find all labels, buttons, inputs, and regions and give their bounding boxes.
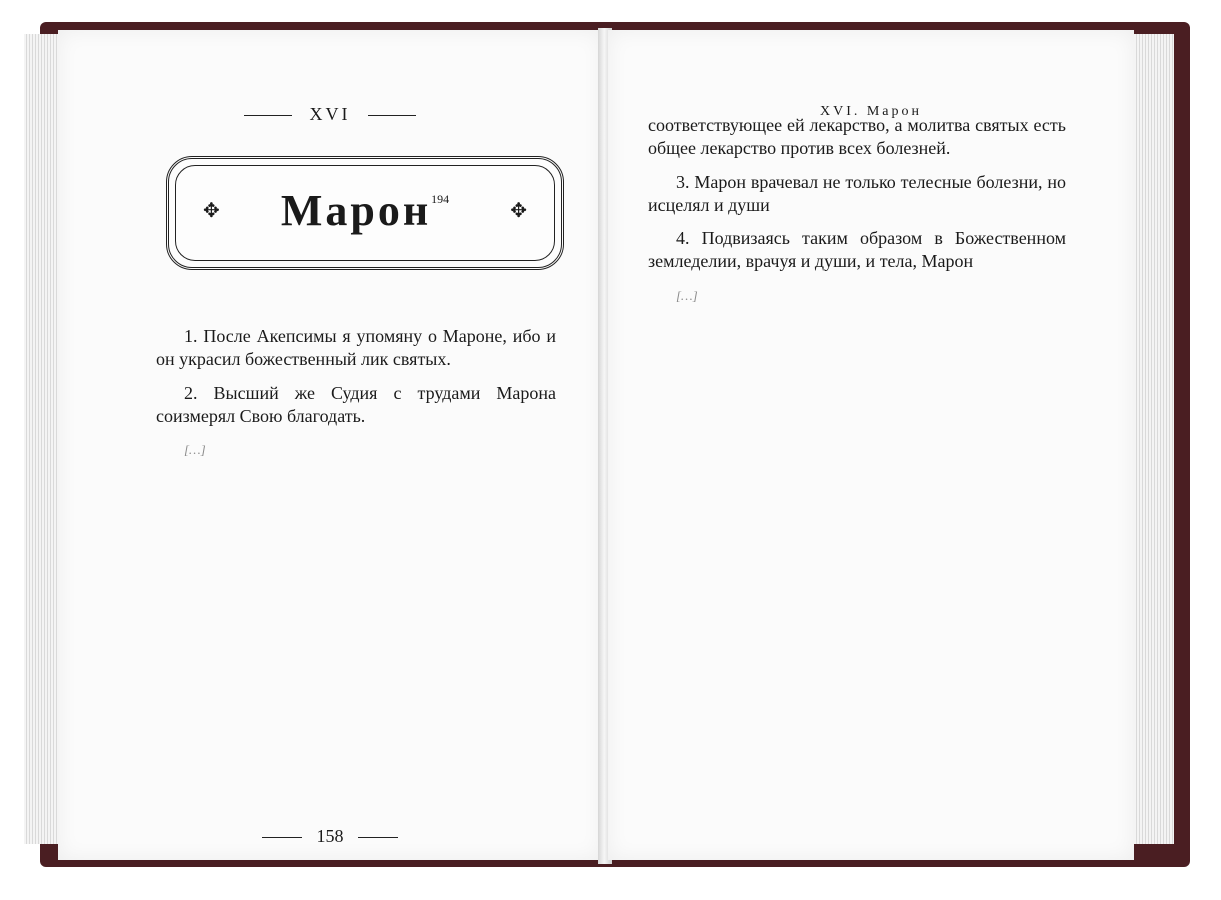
page-edge-right	[1134, 34, 1174, 844]
footer-rule	[358, 837, 398, 838]
footnote-ref: 194	[431, 192, 450, 206]
excerpt-note: […]	[184, 442, 206, 458]
header-rule	[244, 115, 292, 116]
paragraph-excerpt: 1. После Акепсимы я упомяну о Мароне, ибо и он украсил божественный лик святых.	[156, 326, 556, 370]
title-cartouche	[166, 156, 564, 270]
chapter-header	[58, 104, 602, 125]
left-page	[58, 30, 602, 860]
paragraph-excerpt: соответствующее ей лекарство, а молитва святых есть общее лекарство против всех болезней.	[648, 115, 1066, 159]
saint-title	[169, 185, 561, 236]
cross-ornament-icon: ✥	[510, 200, 527, 222]
page-edge-left	[24, 34, 58, 844]
right-page	[608, 30, 1134, 860]
right-body-text	[648, 114, 1066, 317]
chapter-numeral: XVI	[309, 104, 351, 124]
running-head: XVI. Марон	[819, 104, 923, 119]
footer-rule	[262, 837, 302, 838]
saint-name: Марон	[280, 186, 432, 235]
page-footer	[58, 826, 602, 847]
left-body-text	[156, 325, 556, 471]
paragraph-excerpt: 4. Подвизаясь таким образом в Божественном земледелии, врачуя и души, и тела, Марон	[648, 228, 1066, 272]
cross-ornament-icon: ✥	[203, 200, 220, 222]
paragraph-excerpt: 2. Высший же Судия с трудами Марона соизмерял Свою благодать.	[156, 382, 556, 426]
page-number: 158	[316, 826, 344, 846]
paragraph-excerpt: 3. Марон врачевал не только телесные болезни, но исцелял и души	[648, 171, 1066, 215]
header-rule	[368, 115, 416, 116]
excerpt-note: […]	[676, 287, 698, 303]
